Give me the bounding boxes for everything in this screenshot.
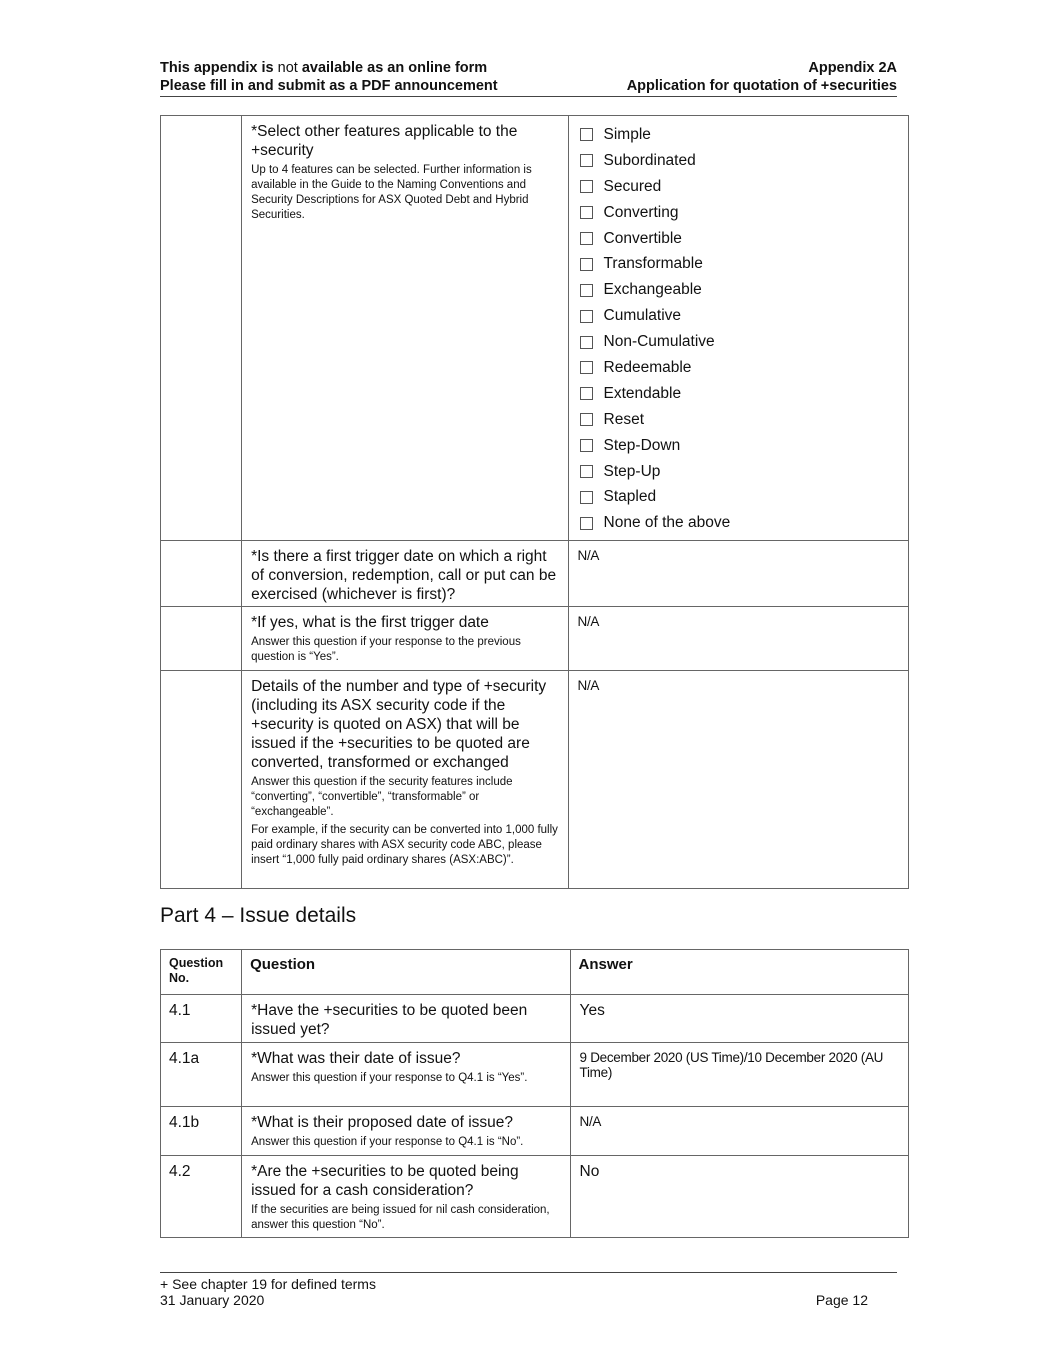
question-note: Answer this question if the security features include “converting”, “convertible”, “transformable” or “exchangeable”. <box>251 776 513 819</box>
checkbox-convertible[interactable]: Convertible <box>580 226 900 252</box>
question-cell <box>242 607 568 671</box>
appendix-title: Application for quotation of +securities <box>626 78 897 94</box>
appendix-label: Appendix 2A <box>808 60 897 76</box>
checkbox-icon[interactable] <box>580 465 593 478</box>
answer-cell <box>570 1043 908 1107</box>
table-row <box>161 1156 909 1238</box>
page-footer <box>160 1272 897 1308</box>
checkbox-icon[interactable] <box>580 180 593 193</box>
question-text: *If yes, what is the first trigger date <box>251 614 489 632</box>
checkbox-icon[interactable] <box>580 284 593 297</box>
checkbox-exchangeable[interactable]: Exchangeable <box>580 277 900 303</box>
question-cell <box>242 1107 570 1156</box>
checkbox-secured[interactable]: Secured <box>580 174 900 200</box>
section-title: Part 4 – Issue details <box>160 904 357 927</box>
column-header-answer: Answer <box>570 950 908 995</box>
column-header-question: Question <box>242 950 570 995</box>
table-row <box>161 541 909 607</box>
answer-cell <box>570 995 908 1043</box>
column-header-no: Question No. <box>161 950 242 995</box>
header-left-line2: Please fill in and submit as a PDF announcement <box>160 78 498 94</box>
checkbox-simple[interactable]: Simple <box>580 122 900 148</box>
checkbox-reset[interactable]: Reset <box>580 407 900 433</box>
table-row <box>161 1043 909 1107</box>
answer-value: Yes <box>579 1002 605 1019</box>
checkbox-icon[interactable] <box>580 310 593 323</box>
answer-cell <box>568 541 908 607</box>
question-text: *What is their proposed date of issue? <box>251 1114 514 1131</box>
answer-cell <box>570 1156 908 1238</box>
question-text: *Have the +securities to be quoted been issued yet? <box>251 1002 528 1038</box>
question-cell <box>242 541 568 607</box>
checkbox-icon[interactable] <box>580 517 593 530</box>
answer-value: N/A <box>577 678 600 694</box>
checkbox-cumulative[interactable]: Cumulative <box>580 303 900 329</box>
checkbox-none-of-the-above[interactable]: None of the above <box>580 510 900 536</box>
feature-checkbox-list <box>569 116 908 540</box>
checkbox-step-up[interactable]: Step-Up <box>580 459 900 485</box>
question-number: 4.1b <box>161 1107 242 1156</box>
answer-cell <box>568 116 908 541</box>
question-note: Answer this question if your response to the previous question is “Yes”. <box>251 636 521 664</box>
checkbox-icon[interactable] <box>580 154 593 167</box>
checkbox-extendable[interactable]: Extendable <box>580 381 900 407</box>
answer-cell <box>570 1107 908 1156</box>
page-header <box>160 59 897 97</box>
checkbox-icon[interactable] <box>580 413 593 426</box>
question-note: Up to 4 features can be selected. Further information is available in the Guide to the Naming Conventions and Security Descriptions for ASX Quoted Debt and Hybrid Securities. <box>251 164 532 221</box>
checkbox-icon[interactable] <box>580 128 593 141</box>
table-header-row <box>161 950 909 995</box>
question-text: Details of the number and type of +security (including its ASX security code if the +security is quoted on ASX) that will be issued if the +securities to be quoted are converted, transformed or exchanged <box>251 678 547 772</box>
question-text: *Is there a first trigger date on which a right of conversion, redemption, call or put can be exercised (whichever is first)? <box>251 548 557 604</box>
checkbox-icon[interactable] <box>580 439 593 452</box>
features-table <box>160 115 909 889</box>
question-example: For example, if the security can be converted into 1,000 fully paid ordinary shares with ASX security code ABC, please insert “1,000 fully paid ordinary shares (ASX:ABC)”. <box>251 824 558 867</box>
table-row <box>161 607 909 671</box>
question-cell <box>242 1043 570 1107</box>
footer-date: 31 January 2020 <box>160 1292 265 1308</box>
question-number: 4.2 <box>161 1156 242 1238</box>
table-row <box>161 1107 909 1156</box>
question-note: Answer this question if your response to Q4.1 is “No”. <box>251 1136 524 1148</box>
checkbox-transformable[interactable]: Transformable <box>580 251 900 277</box>
answer-value: N/A <box>577 548 600 564</box>
table-row <box>161 116 909 541</box>
issue-details-table <box>160 949 909 1238</box>
question-cell <box>242 1156 570 1238</box>
table-row <box>161 671 909 889</box>
question-text: *What was their date of issue? <box>251 1050 461 1067</box>
question-cell <box>242 116 568 541</box>
table-row <box>161 995 909 1043</box>
question-no-cell <box>161 116 242 541</box>
answer-value: N/A <box>577 614 600 630</box>
answer-value: No <box>579 1163 600 1180</box>
question-note: Answer this question if your response to Q4.1 is “Yes”. <box>251 1072 528 1084</box>
defined-terms-note: + See chapter 19 for defined terms <box>160 1276 376 1292</box>
question-no-cell <box>161 541 242 607</box>
answer-value: 9 December 2020 (US Time)/10 December 2020 (AU Time) <box>579 1050 884 1080</box>
question-cell <box>242 671 568 889</box>
question-no-cell <box>161 607 242 671</box>
checkbox-icon[interactable] <box>580 258 593 271</box>
checkbox-icon[interactable] <box>580 336 593 349</box>
question-note: If the securities are being issued for nil cash consideration, answer this question “No”. <box>251 1204 550 1231</box>
checkbox-icon[interactable] <box>580 361 593 374</box>
answer-cell <box>568 671 908 889</box>
checkbox-subordinated[interactable]: Subordinated <box>580 148 900 174</box>
question-text: *Are the +securities to be quoted being issued for a cash consideration? <box>251 1163 519 1199</box>
checkbox-icon[interactable] <box>580 387 593 400</box>
page-number: Page 12 <box>815 1292 868 1308</box>
checkbox-icon[interactable] <box>580 206 593 219</box>
question-no-cell <box>161 671 242 889</box>
checkbox-converting[interactable]: Converting <box>580 200 900 226</box>
question-number: 4.1 <box>161 995 242 1043</box>
checkbox-step-down[interactable]: Step-Down <box>580 433 900 459</box>
answer-value: N/A <box>579 1114 602 1129</box>
checkbox-non-cumulative[interactable]: Non-Cumulative <box>580 329 900 355</box>
checkbox-redeemable[interactable]: Redeemable <box>580 355 900 381</box>
question-text: *Select other features applicable to the +security <box>251 123 518 159</box>
question-cell <box>242 995 570 1043</box>
checkbox-stapled[interactable]: Stapled <box>580 484 900 510</box>
checkbox-icon[interactable] <box>580 232 593 245</box>
answer-cell <box>568 607 908 671</box>
header-left-line1: This appendix is not available as an online form <box>160 60 488 76</box>
question-number: 4.1a <box>161 1043 242 1107</box>
checkbox-icon[interactable] <box>580 491 593 504</box>
